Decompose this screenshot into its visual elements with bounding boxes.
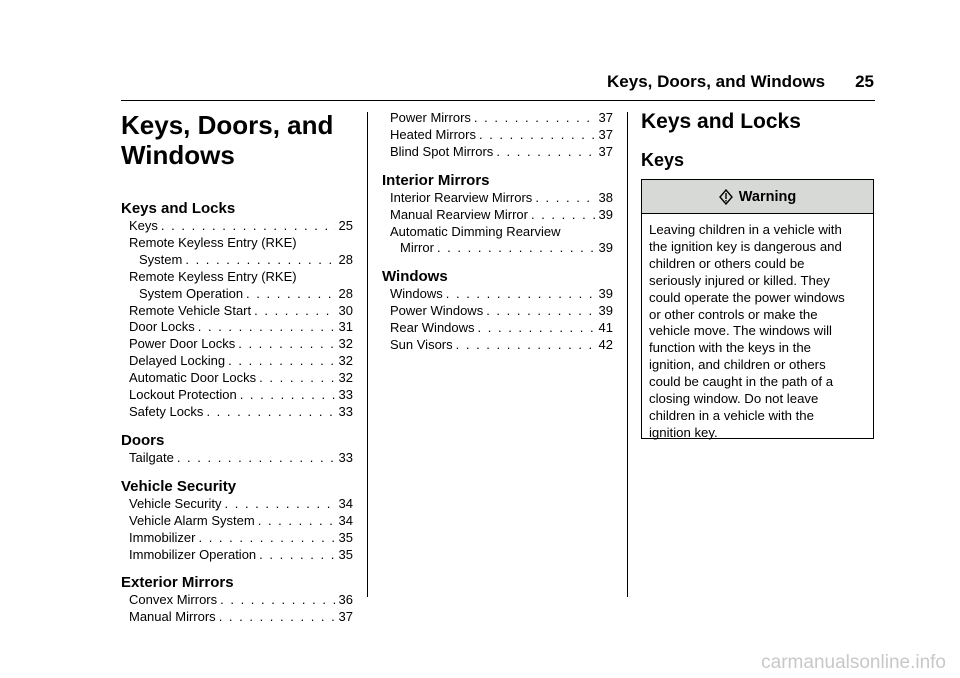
toc-list <box>121 200 353 626</box>
toc-entry-page: 30 <box>338 302 353 318</box>
warning-text-line: children in a vehicle with the <box>649 407 814 423</box>
toc-leader <box>228 353 335 370</box>
toc-entry <box>121 336 353 353</box>
toc-entry <box>121 303 353 320</box>
toc-section-heading: Exterior Mirrors <box>121 574 234 592</box>
toc-entry-page: 32 <box>338 370 353 386</box>
toc-entry-label: Tailgate <box>129 449 174 465</box>
column-rule <box>627 112 628 597</box>
toc-entry-page: 32 <box>338 353 353 369</box>
warning-box <box>641 179 874 439</box>
toc-entry-label: Immobilizer <box>129 529 196 545</box>
warning-text-line: vehicle move. The windows will <box>649 323 832 339</box>
toc-leader <box>259 370 335 387</box>
toc-entry <box>121 547 353 564</box>
toc-entry-page: 25 <box>338 218 353 233</box>
warning-label: Warning <box>738 188 797 205</box>
toc-entry-label: Door Locks <box>129 319 195 335</box>
toc-entry <box>121 404 353 421</box>
toc-entry <box>121 450 353 467</box>
toc-entry-label: Immobilizer Operation <box>129 546 257 562</box>
toc-entry-page: 33 <box>338 449 353 465</box>
toc-entry-page: 31 <box>338 319 353 335</box>
chapter-title <box>121 110 353 170</box>
warning-triangle-icon <box>719 189 733 205</box>
warning-text-line: seriously injured or killed. They <box>649 272 830 288</box>
toc-entry-page: 39 <box>598 240 613 256</box>
toc-entry-page: 36 <box>338 592 353 608</box>
toc-leader <box>185 252 335 269</box>
toc-leader <box>206 404 335 421</box>
toc-leader <box>246 286 335 303</box>
toc-entry-label: Keys <box>129 218 158 233</box>
toc-entry <box>382 144 613 161</box>
toc-leader <box>446 286 596 303</box>
toc-list <box>382 110 613 354</box>
warning-text-line: could operate the power windows <box>649 289 845 305</box>
toc-leader <box>474 110 596 127</box>
toc-leader <box>478 320 596 337</box>
toc-entry-page: 34 <box>338 512 353 528</box>
toc-entry-page: 39 <box>598 303 613 319</box>
toc-leader <box>240 387 336 404</box>
chapter-title-line: Keys, Doors, and <box>121 110 334 140</box>
warning-header <box>642 180 873 214</box>
toc-entry-label: Manual Mirrors <box>129 609 216 625</box>
toc-entry <box>382 303 613 320</box>
toc-entry-page: 37 <box>598 126 613 142</box>
toc-entry <box>382 286 613 303</box>
toc-entry-page: 35 <box>338 529 353 545</box>
toc-entry <box>121 530 353 547</box>
toc-entry-label: Automatic Door Locks <box>129 370 257 386</box>
toc-section-heading: Interior Mirrors <box>382 171 490 189</box>
toc-entry <box>121 370 353 387</box>
toc-entry <box>382 110 613 127</box>
toc-entry-page: 35 <box>338 546 353 562</box>
warning-text-line: or other controls or make the <box>649 306 818 322</box>
toc-entry-label: Blind Spot Mirrors <box>390 143 494 159</box>
toc-entry-label: Windows <box>390 286 443 302</box>
warning-text <box>642 214 873 442</box>
toc-entry-label: Heated Mirrors <box>390 126 476 142</box>
toc-entry-page: 33 <box>338 387 353 403</box>
toc-entry-label: System <box>139 251 183 267</box>
page-number: 25 <box>855 72 874 91</box>
toc-leader <box>535 190 595 207</box>
warning-text-line: function with the keys in the <box>649 340 812 356</box>
toc-entry-label: Vehicle Security <box>129 495 222 511</box>
toc-entry <box>121 252 353 269</box>
running-head-section: Keys, Doors, and Windows <box>607 72 826 91</box>
toc-entry-page: 37 <box>338 609 353 625</box>
running-head <box>607 72 874 92</box>
toc-entry-label: Remote Keyless Entry (RKE) <box>129 234 297 250</box>
toc-entry-label: Delayed Locking <box>129 353 226 369</box>
toc-entry-label: Power Door Locks <box>129 336 236 352</box>
toc-leader <box>225 496 336 513</box>
toc-entry <box>382 190 613 207</box>
warning-text-line: closing window. Do not leave <box>649 391 819 407</box>
warning-text-line: could be caught in the path of a <box>649 374 834 390</box>
toc-entry-label: Lockout Protection <box>129 387 237 403</box>
chapter-title-line: Windows <box>121 140 235 170</box>
toc-entry-page: 37 <box>598 110 613 125</box>
toc-entry-label: Remote Vehicle Start <box>129 302 252 318</box>
toc-leader <box>238 336 335 353</box>
toc-entry-label: Manual Rearview Mirror <box>390 206 528 222</box>
warning-text-line: Leaving children in a vehicle with <box>649 222 842 237</box>
toc-entry <box>382 207 613 224</box>
toc-entry-label: Safety Locks <box>129 403 204 419</box>
toc-entry-label: Vehicle Alarm System <box>129 512 255 528</box>
toc-entry-label: System Operation <box>139 285 244 301</box>
toc-section-heading: Vehicle Security <box>121 477 237 495</box>
toc-leader <box>486 303 595 320</box>
toc-entry <box>121 609 353 626</box>
watermark: carmanualsonline.info <box>761 652 946 673</box>
toc-entry-label: Automatic Dimming Rearview <box>390 223 561 239</box>
toc-entry-label: Interior Rearview Mirrors <box>390 189 533 205</box>
toc-entry-label: Power Mirrors <box>390 110 471 125</box>
toc-leader <box>456 337 596 354</box>
toc-entry-page: 28 <box>338 285 353 301</box>
section-title: Keys and Locks <box>641 110 801 133</box>
toc-section-heading: Doors <box>121 431 165 449</box>
toc-entry <box>121 319 353 336</box>
toc-entry-page: 28 <box>338 251 353 267</box>
toc-entry <box>121 387 353 404</box>
toc-leader <box>258 513 336 530</box>
toc-entry <box>382 240 613 257</box>
toc-leader <box>198 530 335 547</box>
toc-leader <box>479 127 596 144</box>
toc-entry-label: Power Windows <box>390 303 484 319</box>
toc-entry-label: Convex Mirrors <box>129 592 218 608</box>
toc-column-1 <box>121 110 353 626</box>
toc-entry <box>382 337 613 354</box>
warning-text-line: ignition, and children or others <box>649 357 826 373</box>
toc-entry-label: Rear Windows <box>390 320 475 336</box>
toc-leader <box>198 319 336 336</box>
toc-entry <box>121 592 353 609</box>
toc-entry-page: 41 <box>598 320 613 336</box>
toc-entry-label: Mirror <box>400 240 434 256</box>
toc-entry <box>121 286 353 303</box>
toc-leader <box>254 303 335 320</box>
toc-entry <box>121 353 353 370</box>
toc-entry <box>382 320 613 337</box>
toc-entry-page: 42 <box>598 337 613 353</box>
toc-entry-page: 34 <box>338 495 353 511</box>
toc-entry <box>121 496 353 513</box>
toc-entry <box>121 218 353 235</box>
toc-entry <box>382 127 613 144</box>
toc-entry-page: 32 <box>338 336 353 352</box>
toc-leader <box>177 450 336 467</box>
toc-section-heading: Keys and Locks <box>121 200 236 217</box>
warning-text-line: children or others could be <box>649 255 805 271</box>
content-column <box>641 110 874 171</box>
toc-entry-page: 37 <box>598 143 613 159</box>
subsection-title: Keys <box>641 150 685 170</box>
toc-leader <box>220 592 335 609</box>
toc-leader <box>161 218 336 235</box>
toc-entry-page: 39 <box>598 286 613 302</box>
column-rule <box>367 112 368 597</box>
toc-entry <box>121 513 353 530</box>
toc-leader <box>437 240 596 257</box>
toc-leader <box>531 207 596 224</box>
toc-entry-label: Sun Visors <box>390 337 453 353</box>
toc-entry-page: 33 <box>338 403 353 419</box>
toc-section-heading: Windows <box>382 268 448 286</box>
toc-entry-page: 38 <box>598 189 613 205</box>
toc-leader <box>259 547 335 564</box>
toc-entry-page: 39 <box>598 206 613 222</box>
toc-leader <box>496 144 595 161</box>
warning-text-line: ignition key. <box>649 424 718 440</box>
toc-entry-label: Remote Keyless Entry (RKE) <box>129 268 297 284</box>
warning-text-line: the ignition key is dangerous and <box>649 238 842 254</box>
toc-column-2 <box>382 110 613 354</box>
toc-leader <box>219 609 336 626</box>
header-rule <box>121 100 875 101</box>
